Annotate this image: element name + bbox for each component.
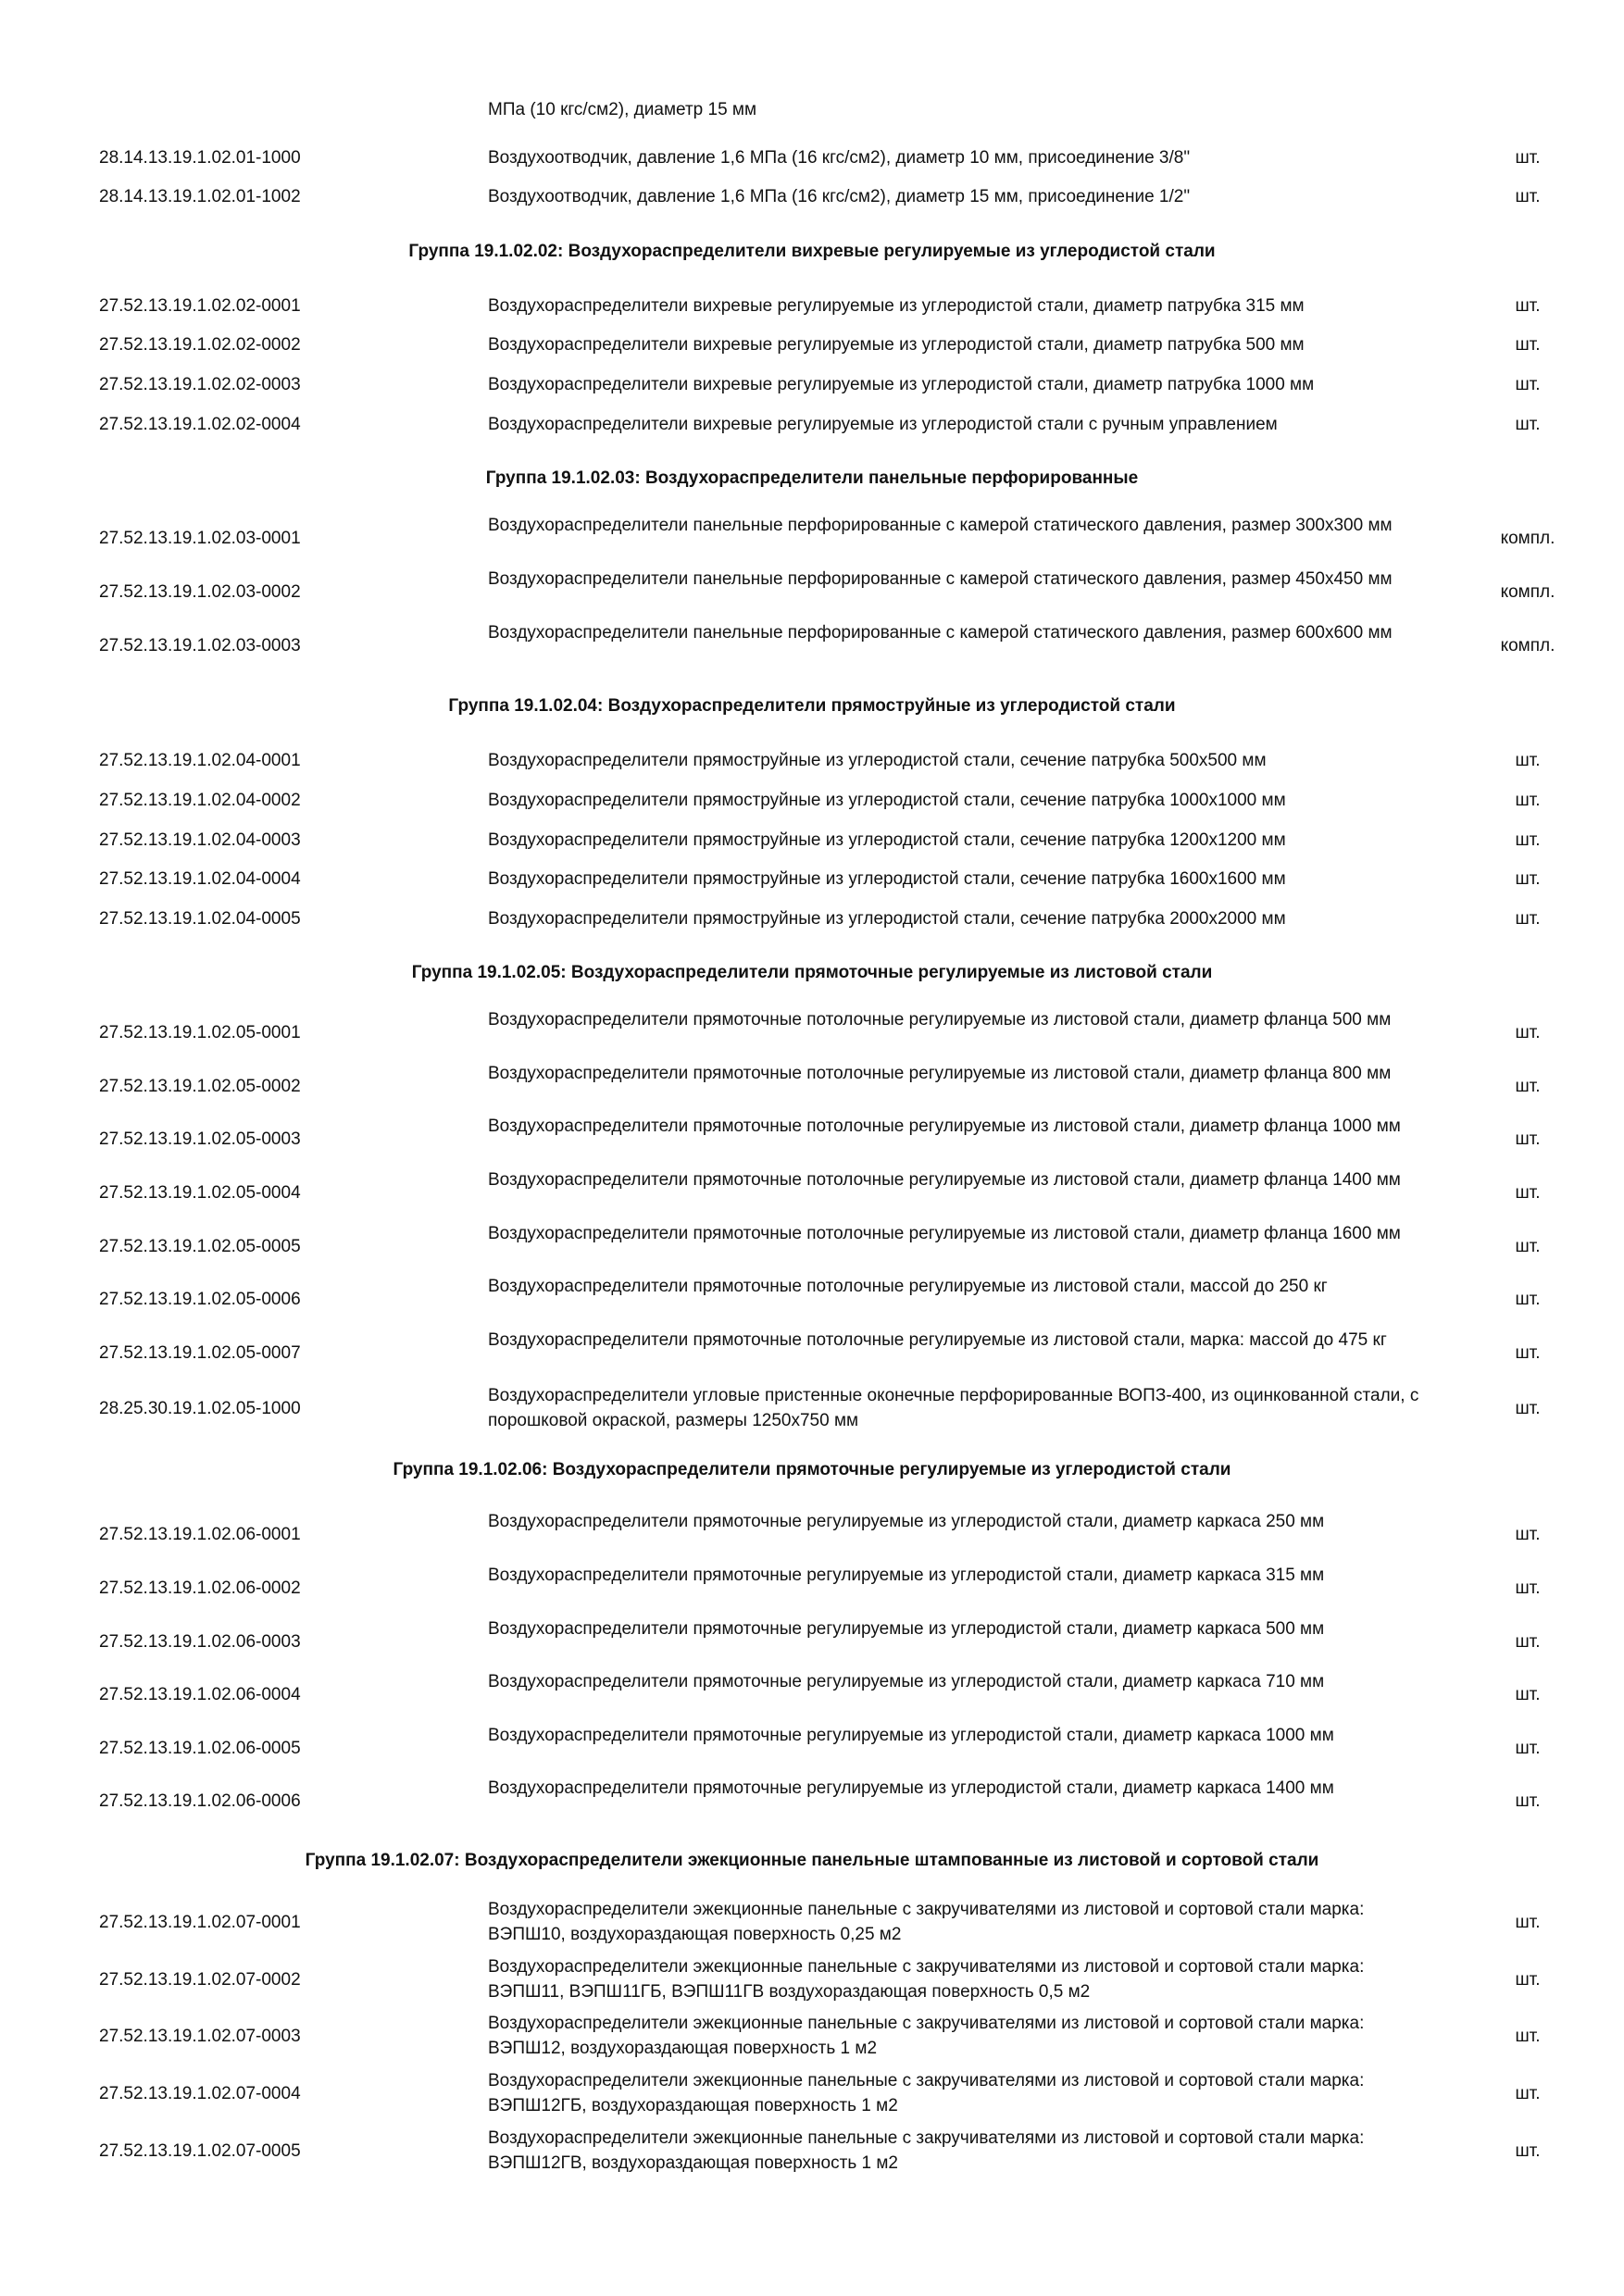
resource-code: 27.52.13.19.1.02.06-0006 — [99, 1791, 301, 1811]
resource-code: 27.52.13.19.1.02.05-0001 — [99, 1023, 301, 1042]
resource-code: 27.52.13.19.1.02.05-0007 — [99, 1343, 301, 1363]
resource-code: 28.25.30.19.1.02.05-1000 — [99, 1399, 301, 1418]
resource-unit: шт. — [1515, 1739, 1541, 1758]
resource-description: Воздухораспределители прямоточные потолочные регулируемые из листовой стали, диаметр фланца 1400 мм — [488, 1170, 1401, 1190]
resource-unit: шт. — [1515, 1685, 1541, 1704]
resource-unit: шт. — [1515, 1632, 1541, 1652]
resource-description: Воздухораспределители эжекционные панельные с закручивателями из листовой и сортовой стали марка: ВЭПШ12ГБ, воздухораздающая поверхность 1 м2 — [488, 2071, 1365, 2115]
resource-description: Воздухораспределители прямоточные потолочные регулируемые из листовой стали, марка: массой до 475 кг — [488, 1330, 1387, 1350]
resource-description: Воздухораспределители прямоточные потолочные регулируемые из листовой стали, массой до 250 кг — [488, 1277, 1328, 1296]
resource-unit: шт. — [1515, 1578, 1541, 1598]
resource-description: Воздухораспределители прямоструйные из углеродистой стали, сечение патрубка 500х500 мм — [488, 751, 1267, 770]
resource-unit: шт. — [1515, 909, 1541, 929]
resource-code: 28.14.13.19.1.02.01-1000 — [99, 148, 301, 168]
resource-code: 27.52.13.19.1.02.05-0005 — [99, 1237, 301, 1256]
resource-unit: шт. — [1515, 415, 1541, 434]
resource-unit: шт. — [1515, 1129, 1541, 1149]
resource-description: Воздухораспределители прямоточные регулируемые из углеродистой стали, диаметр каркаса 315 мм — [488, 1566, 1325, 1585]
resource-code: 27.52.13.19.1.02.05-0006 — [99, 1290, 301, 1309]
group-heading: Группа 19.1.02.07: Воздухораспределители эжекционные панельные штампованные из листовой и сортовой стали — [305, 1851, 1319, 1870]
resource-unit: шт. — [1515, 148, 1541, 168]
resource-code: 27.52.13.19.1.02.06-0004 — [99, 1685, 301, 1704]
resource-unit: шт. — [1515, 296, 1541, 316]
resource-unit: шт. — [1515, 1183, 1541, 1203]
resource-code: 27.52.13.19.1.02.02-0001 — [99, 296, 301, 316]
resource-description: Воздухораспределители прямоструйные из углеродистой стали, сечение патрубка 1000х1000 мм — [488, 791, 1286, 810]
resource-unit: шт. — [1515, 2141, 1541, 2161]
resource-unit: шт. — [1515, 2027, 1541, 2046]
resource-code: 27.52.13.19.1.02.03-0002 — [99, 582, 301, 602]
resource-description: Воздухораспределители прямоточные потолочные регулируемые из листовой стали, диаметр фланца 1000 мм — [488, 1117, 1401, 1136]
resource-description: Воздухораспределители панельные перфорированные с камерой статического давления, размер 300х300 мм — [488, 516, 1393, 535]
resource-code: 27.52.13.19.1.02.06-0005 — [99, 1739, 301, 1758]
resource-description: Воздухораспределители прямоточные регулируемые из углеродистой стали, диаметр каркаса 500 мм — [488, 1619, 1325, 1639]
resource-code: 27.52.13.19.1.02.07-0004 — [99, 2084, 301, 2103]
resource-code: 27.52.13.19.1.02.02-0003 — [99, 375, 301, 394]
resource-description: Воздухораспределители вихревые регулируемые из углеродистой стали, диаметр патрубка 315 мм — [488, 296, 1305, 316]
resource-code: 27.52.13.19.1.02.02-0004 — [99, 415, 301, 434]
resource-description: Воздухораспределители эжекционные панельные с закручивателями из листовой и сортовой стали марка: ВЭПШ11, ВЭПШ11ГБ, ВЭПШ11ГВ воздухораздающая поверхность 0,5 м2 — [488, 1957, 1365, 2002]
resource-description: Воздухораспределители вихревые регулируемые из углеродистой стали, диаметр патрубка 1000 мм — [488, 375, 1315, 394]
group-heading: Группа 19.1.02.03: Воздухораспределители панельные перфорированные — [485, 468, 1139, 488]
resource-description: Воздухораспределители вихревые регулируемые из углеродистой стали с ручным управлением — [488, 415, 1278, 434]
resource-code: 27.52.13.19.1.02.07-0005 — [99, 2141, 301, 2161]
resource-description: Воздухораспределители эжекционные панельные с закручивателями из листовой и сортовой стали марка: ВЭПШ12ГВ, воздухораздающая поверхность 1 м2 — [488, 2128, 1365, 2173]
resource-unit: шт. — [1515, 1399, 1541, 1418]
resource-unit: шт. — [1515, 1913, 1541, 1932]
resource-description: Воздухоотводчик, давление 1,6 МПа (16 кгс/см2), диаметр 10 мм, присоединение 3/8" — [488, 148, 1191, 168]
resource-unit: шт. — [1515, 791, 1541, 810]
resource-description: Воздухораспределители прямоточные потолочные регулируемые из листовой стали, диаметр фланца 500 мм — [488, 1010, 1392, 1029]
resource-description: Воздухораспределители эжекционные панельные с закручивателями из листовой и сортовой стали марка: ВЭПШ10, воздухораздающая поверхность 0,25 м2 — [488, 1900, 1365, 1944]
resource-unit: шт. — [1515, 1343, 1541, 1363]
group-heading: Группа 19.1.02.06: Воздухораспределители прямоточные регулируемые из углеродистой стали — [393, 1460, 1231, 1479]
group-heading: Группа 19.1.02.02: Воздухораспределители вихревые регулируемые из углеродистой стали — [408, 242, 1216, 261]
resource-code: 27.52.13.19.1.02.07-0003 — [99, 2027, 301, 2046]
resource-unit: шт. — [1515, 1525, 1541, 1544]
resource-description: Воздухораспределители прямоструйные из углеродистой стали, сечение патрубка 1200х1200 мм — [488, 830, 1286, 850]
resource-code: 27.52.13.19.1.02.04-0004 — [99, 869, 301, 889]
resource-code: 27.52.13.19.1.02.04-0001 — [99, 751, 301, 770]
resource-unit: компл. — [1500, 582, 1555, 602]
resource-code: 27.52.13.19.1.02.03-0003 — [99, 636, 301, 655]
resource-unit: шт. — [1515, 1023, 1541, 1042]
resource-code: 27.52.13.19.1.02.06-0002 — [99, 1578, 301, 1598]
resource-unit: шт. — [1515, 869, 1541, 889]
resource-code: 27.52.13.19.1.02.05-0002 — [99, 1077, 301, 1096]
resource-description: Воздухораспределители прямоточные потолочные регулируемые из листовой стали, диаметр фланца 1600 мм — [488, 1224, 1401, 1243]
resource-code: 27.52.13.19.1.02.05-0003 — [99, 1129, 301, 1149]
resource-code: 27.52.13.19.1.02.07-0002 — [99, 1970, 301, 1990]
resource-code: 27.52.13.19.1.02.04-0003 — [99, 830, 301, 850]
resource-code: 27.52.13.19.1.02.07-0001 — [99, 1913, 301, 1932]
resource-unit: шт. — [1515, 2084, 1541, 2103]
resource-code: 27.52.13.19.1.02.06-0001 — [99, 1525, 301, 1544]
resource-code: 27.52.13.19.1.02.02-0002 — [99, 335, 301, 355]
continued-description: МПа (10 кгс/см2), диаметр 15 мм — [488, 100, 757, 119]
resource-code: 27.52.13.19.1.02.04-0002 — [99, 791, 301, 810]
resource-description: Воздухораспределители прямоструйные из углеродистой стали, сечение патрубка 2000х2000 мм — [488, 909, 1286, 929]
group-heading: Группа 19.1.02.05: Воздухораспределители прямоточные регулируемые из листовой стали — [411, 963, 1213, 982]
resource-unit: шт. — [1515, 335, 1541, 355]
resource-description: Воздухораспределители эжекционные панельные с закручивателями из листовой и сортовой стали марка: ВЭПШ12, воздухораздающая поверхность 1 м2 — [488, 2014, 1365, 2058]
resource-description: Воздухораспределители панельные перфорированные с камерой статического давления, размер 600х600 мм — [488, 623, 1393, 643]
resource-description: Воздухораспределители вихревые регулируемые из углеродистой стали, диаметр патрубка 500 мм — [488, 335, 1305, 355]
resource-description: Воздухораспределители прямоточные регулируемые из углеродистой стали, диаметр каркаса 1400 мм — [488, 1778, 1334, 1798]
resource-code: 27.52.13.19.1.02.04-0005 — [99, 909, 301, 929]
resource-description: Воздухораспределители прямоструйные из углеродистой стали, сечение патрубка 1600х1600 мм — [488, 869, 1286, 889]
resource-description: Воздухораспределители прямоточные регулируемые из углеродистой стали, диаметр каркаса 1000 мм — [488, 1726, 1334, 1745]
resource-code: 27.52.13.19.1.02.06-0003 — [99, 1632, 301, 1652]
resource-unit: шт. — [1515, 830, 1541, 850]
resource-description: Воздухораспределители панельные перфорированные с камерой статического давления, размер 450х450 мм — [488, 569, 1393, 589]
resource-unit: шт. — [1515, 1970, 1541, 1990]
resource-description: Воздухораспределители прямоточные регулируемые из углеродистой стали, диаметр каркаса 710 мм — [488, 1672, 1325, 1691]
resource-unit: компл. — [1500, 529, 1555, 548]
resource-description: Воздухоотводчик, давление 1,6 МПа (16 кгс/см2), диаметр 15 мм, присоединение 1/2" — [488, 187, 1191, 206]
resource-code: 28.14.13.19.1.02.01-1002 — [99, 187, 301, 206]
resource-unit: шт. — [1515, 375, 1541, 394]
resource-unit: шт. — [1515, 1290, 1541, 1309]
resource-description: Воздухораспределители угловые пристенные оконечные перфорированные ВОПЗ-400, из оцинкованной стали, с порошковой окраской, размеры 1250х750 мм — [488, 1386, 1419, 1430]
resource-description: Воздухораспределители прямоточные регулируемые из углеродистой стали, диаметр каркаса 250 мм — [488, 1512, 1325, 1531]
resource-unit: шт. — [1515, 1077, 1541, 1096]
resource-unit: шт. — [1515, 1237, 1541, 1256]
resource-unit: шт. — [1515, 187, 1541, 206]
group-heading: Группа 19.1.02.04: Воздухораспределители прямоструйные из углеродистой стали — [448, 696, 1176, 716]
resource-unit: шт. — [1515, 751, 1541, 770]
resource-code: 27.52.13.19.1.02.03-0001 — [99, 529, 301, 548]
resource-unit: шт. — [1515, 1791, 1541, 1811]
resource-description: Воздухораспределители прямоточные потолочные регулируемые из листовой стали, диаметр фланца 800 мм — [488, 1064, 1392, 1083]
resource-code: 27.52.13.19.1.02.05-0004 — [99, 1183, 301, 1203]
resource-unit: компл. — [1500, 636, 1555, 655]
